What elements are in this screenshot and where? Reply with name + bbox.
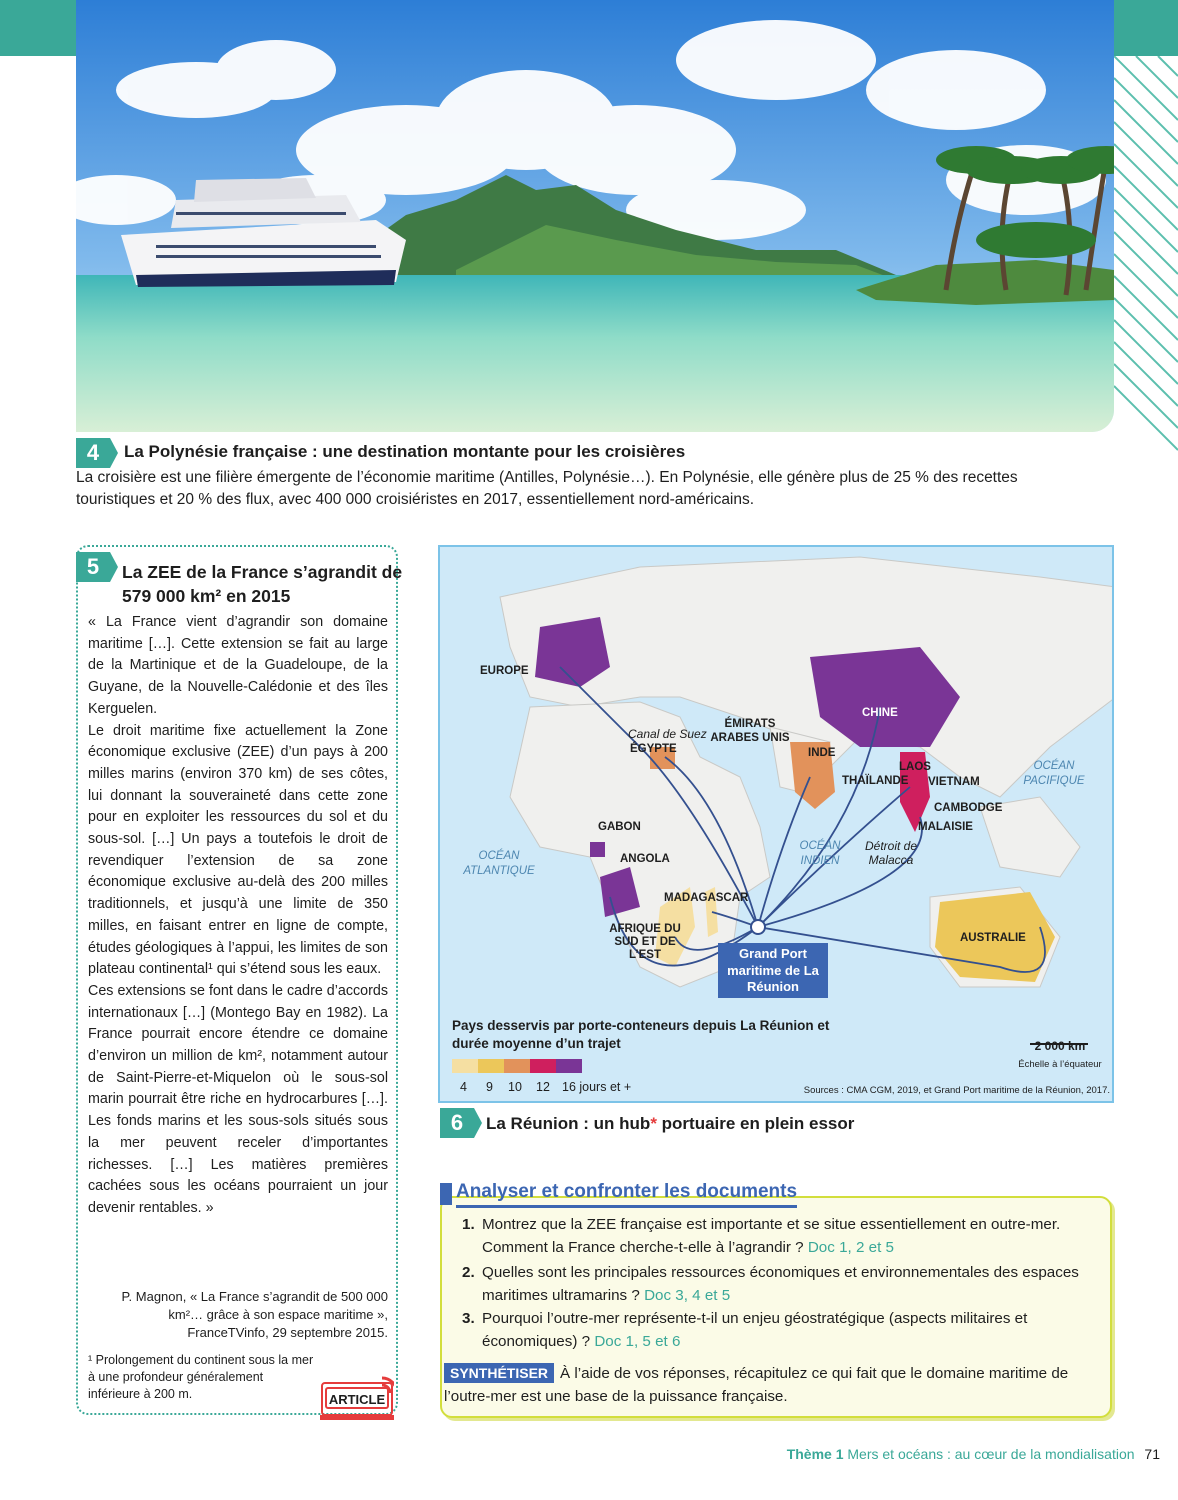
doc4-caption: La croisière est une filière émergente de l’économie maritime (Antilles, Polynésie…). En Polynésie, elle génère plus de 25 % des recettes touristiques et 20 % des flux, avec 400 000 croisiéristes en 2017, essentiellement nord-américains. [76, 469, 1018, 508]
doc4-title: La Polynésie française : une destination montante pour les croisières [124, 442, 686, 461]
legend-swatch [504, 1059, 530, 1073]
label-emirats: ÉMIRATS ARABES UNIS [710, 718, 790, 744]
analyse-title: Analyser et confronter les documents [456, 1180, 797, 1208]
page-footer [740, 1446, 1160, 1462]
footer-subtitle: Mers et océans : au cœur de la mondialisation [847, 1446, 1135, 1462]
analyse-bar [440, 1183, 452, 1205]
label-cambodge: CAMBODGE [934, 802, 1003, 814]
question-text: Pourquoi l’outre-mer représente-t-il un enjeu géostratégique (aspects militaires et économiques) ? [482, 1310, 1028, 1350]
label-thailande: THAÏLANDE [842, 775, 909, 787]
country-gabon [590, 842, 605, 857]
port-label: Grand Port maritime de La Réunion [718, 943, 828, 998]
question-number: 2. [462, 1264, 475, 1281]
doc5-number: 5 [76, 552, 110, 582]
legend-value: 12 [536, 1080, 550, 1094]
label-laos: LAOS [899, 761, 931, 773]
doc4-heading [76, 438, 1106, 468]
doc6-number: 6 [440, 1108, 474, 1138]
doc5-text [88, 612, 388, 1220]
footer-theme: Thème 1 [786, 1446, 844, 1462]
question-number: 3. [462, 1310, 475, 1327]
legend-swatch [530, 1059, 556, 1073]
label-malacca: Détroit de Malacca [864, 839, 918, 867]
label-madagascar: MADAGASCAR [664, 892, 749, 904]
question-ref: Doc 1, 2 et 5 [807, 1238, 894, 1256]
doc5-footnote: ¹ Prolongement du continent sous la mer à une profondeur généralement inférieure à 200 m. [88, 1353, 314, 1401]
legend-value: 9 [486, 1080, 493, 1094]
label-vietnam: VIETNAM [928, 776, 980, 788]
article-label: ARTICLE [325, 1387, 389, 1409]
label-gabon: GABON [598, 821, 641, 833]
label-ocean-pacifique: OCÉAN PACIFIQUE [1023, 760, 1085, 787]
anchor-icon [751, 920, 765, 934]
header-band-right [1114, 0, 1178, 56]
question-text: Quelles sont les principales ressources économiques et environnementales des espaces maritimes ultramarins ? [482, 1264, 1079, 1304]
doc5-paragraph: Le droit maritime fixe actuellement la Zone économique exclusive (ZEE) d’un pays à 200 milles marins (environ 370 km) de ses côtes, lui donnant la souveraineté dans cette zone pour en exploiter les ressources du sol et du sous-sol. […] Un pays a toutefois le droit de revendiquer l’extension de sa zone économique exclusive au-delà des 200 milles traditionnels, et jusqu’à une limite de 350 milles, en faisant entrer en ligne de compte, études géologiques à l’appui, les limites de son plateau continental¹ qui s’étend sous les eaux. [88, 722, 388, 978]
synth-label: SYNTHÉTISER [444, 1363, 554, 1383]
label-ocean-atlantique: OCÉAN ATLANTIQUE [463, 850, 535, 877]
scale [1010, 1039, 1110, 1070]
legend-value: 10 [508, 1080, 522, 1094]
glossary-asterisk[interactable]: * [650, 1114, 657, 1133]
label-chine: CHINE [862, 707, 898, 719]
doc6-heading [438, 1106, 1114, 1138]
synth-text: À l’aide de vos réponses, récapitulez ce qui fait que le domaine maritime de l’outre-mer est une base de la puissance française. [444, 1365, 1069, 1405]
legend-value: 4 [460, 1080, 467, 1094]
label-inde: INDE [808, 747, 836, 759]
question-2 [462, 1262, 1094, 1307]
legend-swatch [452, 1059, 478, 1073]
label-europe: EUROPE [480, 665, 529, 677]
label-angola: ANGOLA [620, 853, 670, 865]
label-egypte: ÉGYPTE [630, 743, 677, 755]
question-number: 1. [462, 1216, 475, 1233]
label-ocean-indien: OCÉAN INDIEN [799, 840, 841, 867]
doc6-title-part: portuaire en plein essor [656, 1114, 855, 1133]
label-afrique-sud: AFRIQUE DU SUD ET DE L’EST [609, 923, 681, 961]
scale-note: Échelle à l’équateur [1018, 1059, 1102, 1070]
doc5-paragraph: Ces extensions se font dans le cadre d’accords internationaux […] (Montego Bay en 1982). La France pourrait encore étendre ce domaine d’environ un million de km², notamment autour de Saint-Pierre-et-Miquelon où le sous-sol marin pourrait être riche en hydrocarbures […]. Les fonds marins et les sous-sols situés sous la mer peuvent receler d’importantes richesses. […] Les matières premières cachées sous les océans pourraient un jour devenir rentables. » [88, 982, 388, 1216]
article-button[interactable] [320, 1375, 394, 1421]
question-text: Montrez que la ZEE française est importante et se situe essentiellement en outre-mer. Comment la France cherche-t-elle à l’agrandir ? [482, 1216, 1061, 1256]
legend-swatch [556, 1059, 582, 1073]
legend-value: 16 jours et + [562, 1080, 632, 1094]
synthesis [444, 1363, 1104, 1408]
label-suez: Canal de Suez [628, 727, 707, 741]
question-1 [462, 1214, 1094, 1259]
question-ref: Doc 3, 4 et 5 [644, 1286, 731, 1304]
doc5-title: La ZEE de la France s’agrandit de 579 000 km² en 2015 [122, 562, 403, 606]
map-sources: Sources : CMA CGM, 2019, et Grand Port maritime de la Réunion, 2017. [803, 1085, 1110, 1096]
label-australie: AUSTRALIE [960, 932, 1026, 944]
doc5-paragraph: « La France vient d’agrandir son domaine maritime […]. Cette extension se fait au large de la Martinique et de la Guadeloupe, de la Guyane, de la Nouvelle-Calédonie et des îles Kerguelen. [88, 614, 388, 717]
legend-title: Pays desservis par porte-conteneurs depuis La Réunion et durée moyenne d’un trajet [452, 1018, 830, 1051]
question-3 [462, 1308, 1094, 1353]
doc5-source: P. Magnon, « La France s’agrandit de 500 000 km²… grâce à son espace maritime », FranceTVinfo, 29 septembre 2015. [121, 1289, 388, 1340]
header-band-left [0, 0, 76, 56]
doc6-title [486, 1114, 854, 1134]
page-number: 71 [1144, 1446, 1160, 1462]
doc4-number: 4 [76, 438, 110, 468]
label-malaisie: MALAISIE [918, 821, 973, 833]
reunion-shipping-map [438, 545, 1114, 1103]
question-ref: Doc 1, 5 et 6 [594, 1332, 681, 1350]
legend-swatch [478, 1059, 504, 1073]
doc6-title-part: La Réunion : un hub [486, 1114, 651, 1133]
cruise-ship-photo [76, 0, 1114, 432]
scale-label: 2 000 km [1034, 1039, 1086, 1053]
hatch-decoration [1114, 56, 1178, 456]
